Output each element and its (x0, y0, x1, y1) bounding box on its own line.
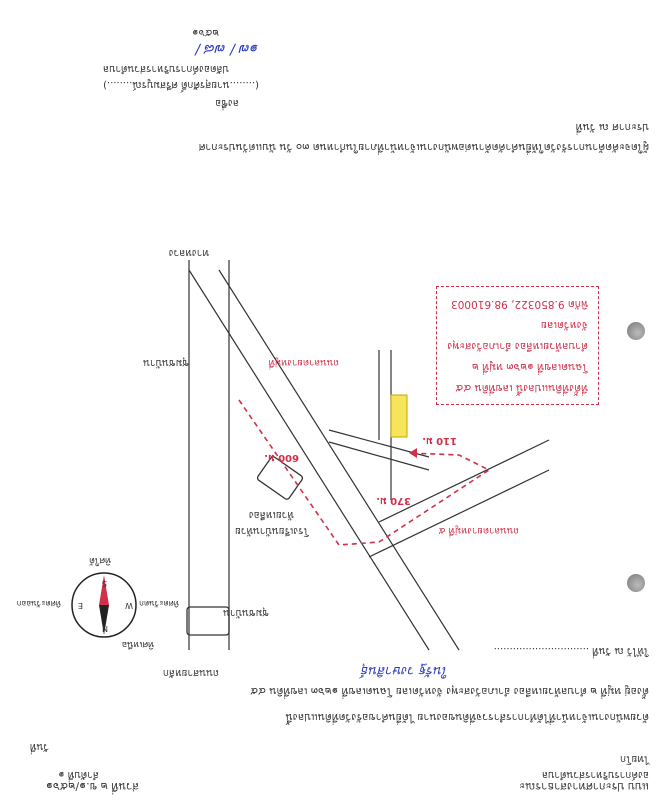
footer-office: ปลัดองค์การบริหารส่วนตำบล (102, 63, 229, 74)
east-label: ทิศตะวันออก (16, 599, 61, 608)
school-name-label: ชุมชนบ้าน (223, 607, 269, 618)
punch-hole-bottom (627, 322, 645, 340)
plot-info-box (436, 286, 599, 405)
distance-110: 110 ม. (422, 435, 457, 446)
branch-road-edge-2 (379, 440, 549, 522)
south-label: ทิศใต้ (89, 555, 111, 565)
land-plot (391, 395, 407, 437)
north-label: ทิศเหนือ (121, 639, 154, 649)
distance-370: 370 ม. (376, 495, 411, 506)
body-line-1: ด้วยพนักงานเจ้าหน้าที่ได้ทำการสำรวจที่ดินของนาย ได้ยื่นคำขอรังวัดที่ดินแปลงนี้ (285, 711, 649, 723)
footer-line-2: ประกาศ ณ วันที่ (575, 121, 649, 133)
footer-year: ๒๕๖๑ (192, 27, 219, 38)
header-order-no: ลำดับที่ ๑ (58, 769, 99, 780)
header-form-code: ส่วนที่ ๒ ข.๑/๒๕๖๑ (45, 780, 139, 793)
compass-e: E (77, 601, 83, 610)
punch-hole-top (627, 574, 645, 592)
body-signature: ในรัฐ วงษาสินธุ์ (361, 663, 449, 678)
body-date-line: ให้ไว้ ณ วันที่ .............................. (493, 645, 649, 656)
footer-name-label: ลงชื่อ (215, 97, 239, 108)
route-label-2: ถนนลาดยางหมู่ที่ (268, 357, 339, 368)
road-label-right: ทางหลวง (168, 247, 209, 258)
body-line-2: ตั้งอยู่ หมู่ที่ ๒ ตำบลห้วยเหลือง อำเภอวังสะพุง จังหวัดเลย โฉนดเลขที่ ๑๒๖๓ เลขที่ดิน ๔๕ (250, 685, 649, 697)
route-arrow (409, 448, 417, 458)
school-label: โรงเรียนบ้านห้วย (235, 525, 309, 536)
header-office-name: ไทยโก (620, 753, 649, 764)
school-label-2: ห้วยเหลือง (248, 509, 294, 520)
header-office-title: องค์การบริหารส่วนตำบล (541, 769, 649, 780)
road-label-left: ถนนสายหลัก (162, 667, 219, 678)
plot-info-line-3: ตำบลห้วยเหลือง อำเภอวังสะพุง (447, 340, 588, 352)
header-form-label: แบบ ประกาศทางสาธารณะ (519, 780, 649, 793)
plot-info-line-2: โฉนดเลขที่ ๑๒๖๓ หมู่ที่ ๒ (471, 361, 588, 373)
west-label: ทิศตะวันตก (139, 599, 179, 608)
compass-w: W (125, 601, 133, 610)
plot-info-line-4: จังหวัดเลย (540, 319, 588, 331)
route-label-1: ถนนลาดยางหมู่ที่ ๕ (438, 525, 519, 536)
compass-s: S (101, 579, 107, 588)
plot-info-line-5: พิกัด 9.850322, 98.610003 (451, 298, 588, 310)
header-date-label: วันที่ (29, 741, 49, 752)
footer-stamp: ๑๗ / ๗๘ / (195, 41, 259, 57)
village-label: ชุมชนบ้าน (143, 357, 189, 368)
footer-position: (........นายสุรศักดิ์ ศรีสมบูรณ์........) (103, 79, 259, 90)
compass-n: N (102, 624, 108, 633)
distance-600: 600 ม. (264, 452, 299, 463)
plot-info-line-1: ที่ตั้งที่ดินแปลงนี้ เลขที่ดิน ๔๕ (455, 382, 588, 394)
main-road-edge-1 (219, 270, 459, 650)
footer-line-1: ผู้ใดจะคัดค้านการรังวัดให้ยื่นคำคัดค้านต่อพนักงานเจ้าหน้าที่ภายในกำหนด ๓๐ วัน นับแต่วันประกาศ (198, 141, 649, 153)
